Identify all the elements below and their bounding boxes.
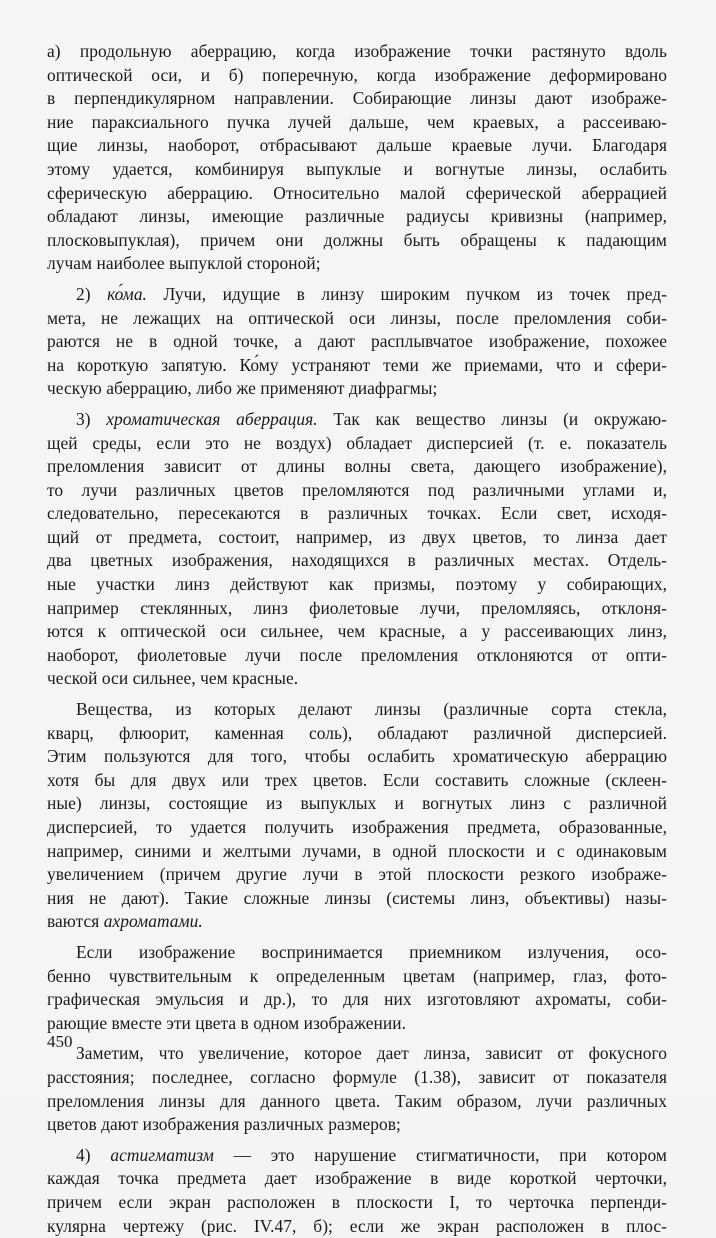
text-fragment: — это нарушение стигматичности, при котором: [234, 1145, 667, 1165]
term-chromatic-aberration: хроматическая аберрация.: [106, 409, 317, 429]
text-line: на короткую запятую. Ко́му устраняют теми же приемами, что и сфери-: [47, 354, 667, 378]
text-line: ные) линзы, состоящие из выпуклых и вогнутых линз с различной: [47, 792, 667, 816]
term-achromats: ахроматами.: [104, 911, 203, 931]
text-line: раются не в одной точке, а дают расплывчатое изображение, похожее: [47, 330, 667, 354]
text-line: ческую аберрацию, либо же применяют диафрагмы;: [47, 377, 667, 401]
paragraph-receiver: [47, 941, 667, 1035]
text-line: Этим пользуются для того, чтобы ослабить хроматическую аберрацию: [47, 745, 667, 769]
text-line: хотя бы для двух или трех цветов. Если составить сложные (склеен-: [47, 769, 667, 793]
text-line: рающие вместе эти цвета в одном изображении.: [47, 1012, 667, 1036]
item-number: 3): [76, 409, 91, 429]
text-line: бенно чувствительным к определенным цветам (например, глаз, фото-: [47, 965, 667, 989]
text-line: щей среды, если это не воздух) обладает дисперсией (т. е. показатель: [47, 432, 667, 456]
text-line: оптической оси, и б) поперечную, когда изображение деформировано: [47, 64, 667, 88]
text-line: ния не дают). Такие сложные линзы (системы линз, объективы) назы-: [47, 887, 667, 911]
text-line: например, синими и желтыми лучами, в одной плоскости и с одинаковым: [47, 840, 667, 864]
paragraph-chromatic-aberration: [47, 408, 667, 691]
text-line: каждая точка предмета дает изображение в виде короткой черточки,: [47, 1167, 667, 1191]
paragraph-coma: [47, 283, 667, 401]
body-text: [47, 40, 667, 1238]
text-line: кварц, флюорит, каменная соль), обладают различной дисперсией.: [47, 722, 667, 746]
text-line: ются к оптической оси сильнее, чем красные, а у рассеивающих линз,: [47, 620, 667, 644]
paragraph-aberration-types: [47, 40, 667, 276]
text-line: цветов дают изображения различных размеров;: [47, 1113, 667, 1137]
text-line: Если изображение воспринимается приемником излучения, осо-: [47, 941, 667, 965]
text-line: плосковыпуклая), причем они должны быть обращены к падающим: [47, 229, 667, 253]
text-line: преломления зависит от длины волны света, дающего изображение),: [47, 455, 667, 479]
text-line: мета, не лежащих на оптической оси линзы, после преломления соби-: [47, 307, 667, 331]
text-line: причем если экран расположен в плоскости I, то черточка перпенди-: [47, 1191, 667, 1215]
text-fragment: Так как вещество линзы (и окружаю-: [333, 409, 667, 429]
term-coma: ко́ма.: [107, 284, 147, 304]
text-line: обладают линзы, имеющие различные радиусы кривизны (например,: [47, 205, 667, 229]
text-line: ные участки линз действуют как призмы, поэтому у собирающих,: [47, 573, 667, 597]
text-fragment: Лучи, идущие в линзу широким пучком из точек пред-: [163, 284, 667, 304]
term-astigmatism: астигматизм: [110, 1145, 214, 1165]
text-line: наоборот, фиолетовые лучи после преломления отклоняются от опти-: [47, 644, 667, 668]
paragraph-magnification: [47, 1042, 667, 1136]
item-number: 4): [76, 1145, 91, 1165]
text-line: два цветных изображения, находящихся в различных местах. Отдель-: [47, 549, 667, 573]
paragraph-achromats: [47, 698, 667, 934]
item-number: 2): [76, 284, 91, 304]
text-line: например стеклянных, линз фиолетовые лучи, преломляясь, отклоня-: [47, 597, 667, 621]
page-number: 450: [47, 1032, 73, 1052]
text-fragment: ваются: [47, 911, 99, 931]
text-line: графическая эмульсия и др.), то для них изготовляют ахроматы, соби-: [47, 988, 667, 1012]
text-line: следовательно, пересекаются в различных точках. Если свет, исходя-: [47, 502, 667, 526]
text-line: [47, 1144, 667, 1168]
text-line: [47, 283, 667, 307]
text-line: в перпендикулярном направлении. Собирающие линзы дают изображе-: [47, 87, 667, 111]
text-line: преломления линзы для данного цвета. Таким образом, лучи различных: [47, 1090, 667, 1114]
text-line: Вещества, из которых делают линзы (различные сорта стекла,: [47, 698, 667, 722]
text-line: увеличением (причем другие лучи в этой плоскости резкого изображе-: [47, 863, 667, 887]
text-line: [47, 910, 667, 934]
text-line: Заметим, что увеличение, которое дает линза, зависит от фокусного: [47, 1042, 667, 1066]
text-line: щий от предмета, состоит, например, из двух цветов, то линза дает: [47, 526, 667, 550]
text-line: [47, 408, 667, 432]
text-line: сферическую аберрацию. Относительно малой сферической аберрацией: [47, 182, 667, 206]
text-line: расстояния; последнее, согласно формуле (1.38), зависит от показателя: [47, 1066, 667, 1090]
text-line: щие линзы, наоборот, отбрасывают дальше краевые лучи. Благодаря: [47, 134, 667, 158]
text-line: дисперсией, то удается получить изображения предмета, образованные,: [47, 816, 667, 840]
text-line: ческой оси сильнее, чем красные.: [47, 667, 667, 691]
text-line: то лучи различных цветов преломляются под различными углами и,: [47, 479, 667, 503]
paragraph-astigmatism: [47, 1144, 667, 1238]
text-line: кулярна чертежу (рис. IV.47, б); если же экран расположен в плос-: [47, 1215, 667, 1238]
text-line: этому удается, комбинируя выпуклые и вогнутые линзы, ослабить: [47, 158, 667, 182]
text-line: лучам наиболее выпуклой стороной;: [47, 252, 667, 276]
text-line: ние параксиального пучка лучей дальше, чем краевых, а рассеиваю-: [47, 111, 667, 135]
text-line: а) продольную аберрацию, когда изображение точки растянуто вдоль: [47, 40, 667, 64]
